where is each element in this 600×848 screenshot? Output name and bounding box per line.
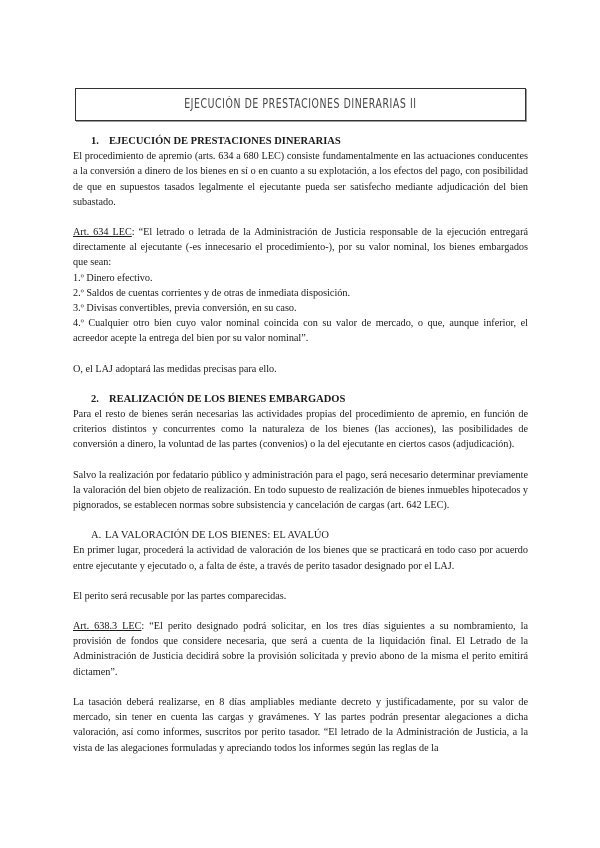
art-638-paragraph (73, 619, 528, 680)
document-title: EJECUCIÓN DE PRESTACIONES DINERARIAS II (184, 96, 417, 112)
document-body (73, 134, 528, 756)
list-item-2: 2.º Saldos de cuentas corrientes y de otras de inmediata disposición. (73, 287, 351, 299)
subsection-a-number: A. (91, 530, 102, 542)
art-638-reference: Art. 638.3 LEC (73, 621, 142, 633)
spacer (73, 210, 528, 225)
section-2-title: REALIZACIÓN DE LOS BIENES EMBARGADOS (109, 393, 346, 405)
section-2-paragraph-2: Salvo la realización por fedatario público y administración para el pago, será necesario determinar previamente la valoración del bien objeto de realización. En todo supuesto de realización de bienes inmuebles hipotecados y pignorados, se establecen normas sobre subsistencia y cancelación de cargas (art. 642 LEC). (73, 469, 528, 512)
subsection-a-paragraph-2: El perito será recusable por las partes comparecidas. (73, 590, 287, 602)
list-item-1: 1.º Dinero efectivo. (73, 272, 153, 284)
subsection-a-heading (91, 528, 528, 543)
spacer (73, 680, 528, 695)
art-638-text: : “El perito designado podrá solicitar, en los tres días siguientes a su nombramiento, la provisión de fondos que considere necesaria, que será a cuenta de la liquidación final. El Letrado de la Administración de Justicia decidirá sobre la provisión solicitada y previo abono de la misma el perito emitirá dictamen”. (73, 621, 529, 678)
title-box (75, 88, 526, 121)
spacer (73, 453, 528, 468)
section-1-title: EJECUCIÓN DE PRESTACIONES DINERARIAS (109, 136, 341, 147)
spacer (73, 513, 528, 528)
spacer (73, 604, 528, 619)
list-item-3: 3.º Divisas convertibles, previa conversión, en su caso. (73, 303, 297, 315)
section-1-closing: O, el LAJ adoptará las medidas precisas para ello. (73, 363, 277, 375)
section-2-number: 2. (91, 393, 99, 405)
spacer (73, 574, 528, 589)
section-1-heading (91, 134, 528, 149)
section-2-heading (91, 392, 528, 407)
section-1-number: 1. (91, 136, 99, 147)
subsection-a-paragraph-1: En primer lugar, procederá la actividad de valoración de los bienes que se practicará en todo caso por acuerdo entre ejecutante y ejecutado o, a falta de éste, a través de perito tasador designado por el LAJ. (73, 545, 528, 572)
subsection-a-paragraph-3: La tasación deberá realizarse, en 8 días ampliables mediante decreto y justificadamente, por su valor de mercado, sin tener en cuenta las cargas y gravámenes. Y las partes podrán presentar alegaciones a dicha valoración, así como informes, suscritos por perito tasador. “El letrado de la Administración de Justicia, a la vista de las alegaciones formuladas y apreciando todos los informes según las reglas de la (73, 696, 528, 754)
section-2-paragraph-1: Para el resto de bienes serán necesarias las actividades propias del procedimiento de apremio, en función de criterios distintos y concurrentes como la naturaleza de los bienes (las acciones), las posibilidades de conversión a dinero, la voluntad de las partes (convenios) o la del ejecutante en ciertos casos (adjudicación). (73, 409, 528, 451)
art-634-text: : “El letrado o letrada de la Administración de Justicia responsable de la ejecución entregará directamente al ejecutante (-es innecesario el procedimiento-), por su valor nominal, los bienes embargados que sean: (73, 227, 528, 269)
art-634-paragraph (73, 225, 528, 271)
list-item-4: 4.º Cualquier otro bien cuyo valor nominal coincida con su valor de mercado, o que, aunque inferior, el acreedor acepte la entrega del bien por su valor nominal”. (73, 318, 528, 345)
spacer (73, 377, 528, 392)
spacer (73, 347, 528, 362)
subsection-a-title: LA VALORACIÓN DE LOS BIENES: EL AVALÚO (105, 530, 330, 542)
art-634-reference: Art. 634 LEC (73, 227, 132, 239)
section-1-paragraph: El procedimiento de apremio (arts. 634 a 680 LEC) consiste fundamentalmente en las actuaciones conducentes a la conversión a dinero de los bienes en sí o en cuanto a su explotación, a los efectos del pago, con posibilidad de que en supuestos tasados legalmente el ejecutante pueda ser satisfecho mediante adjudicación del bien subastado. (73, 151, 528, 208)
